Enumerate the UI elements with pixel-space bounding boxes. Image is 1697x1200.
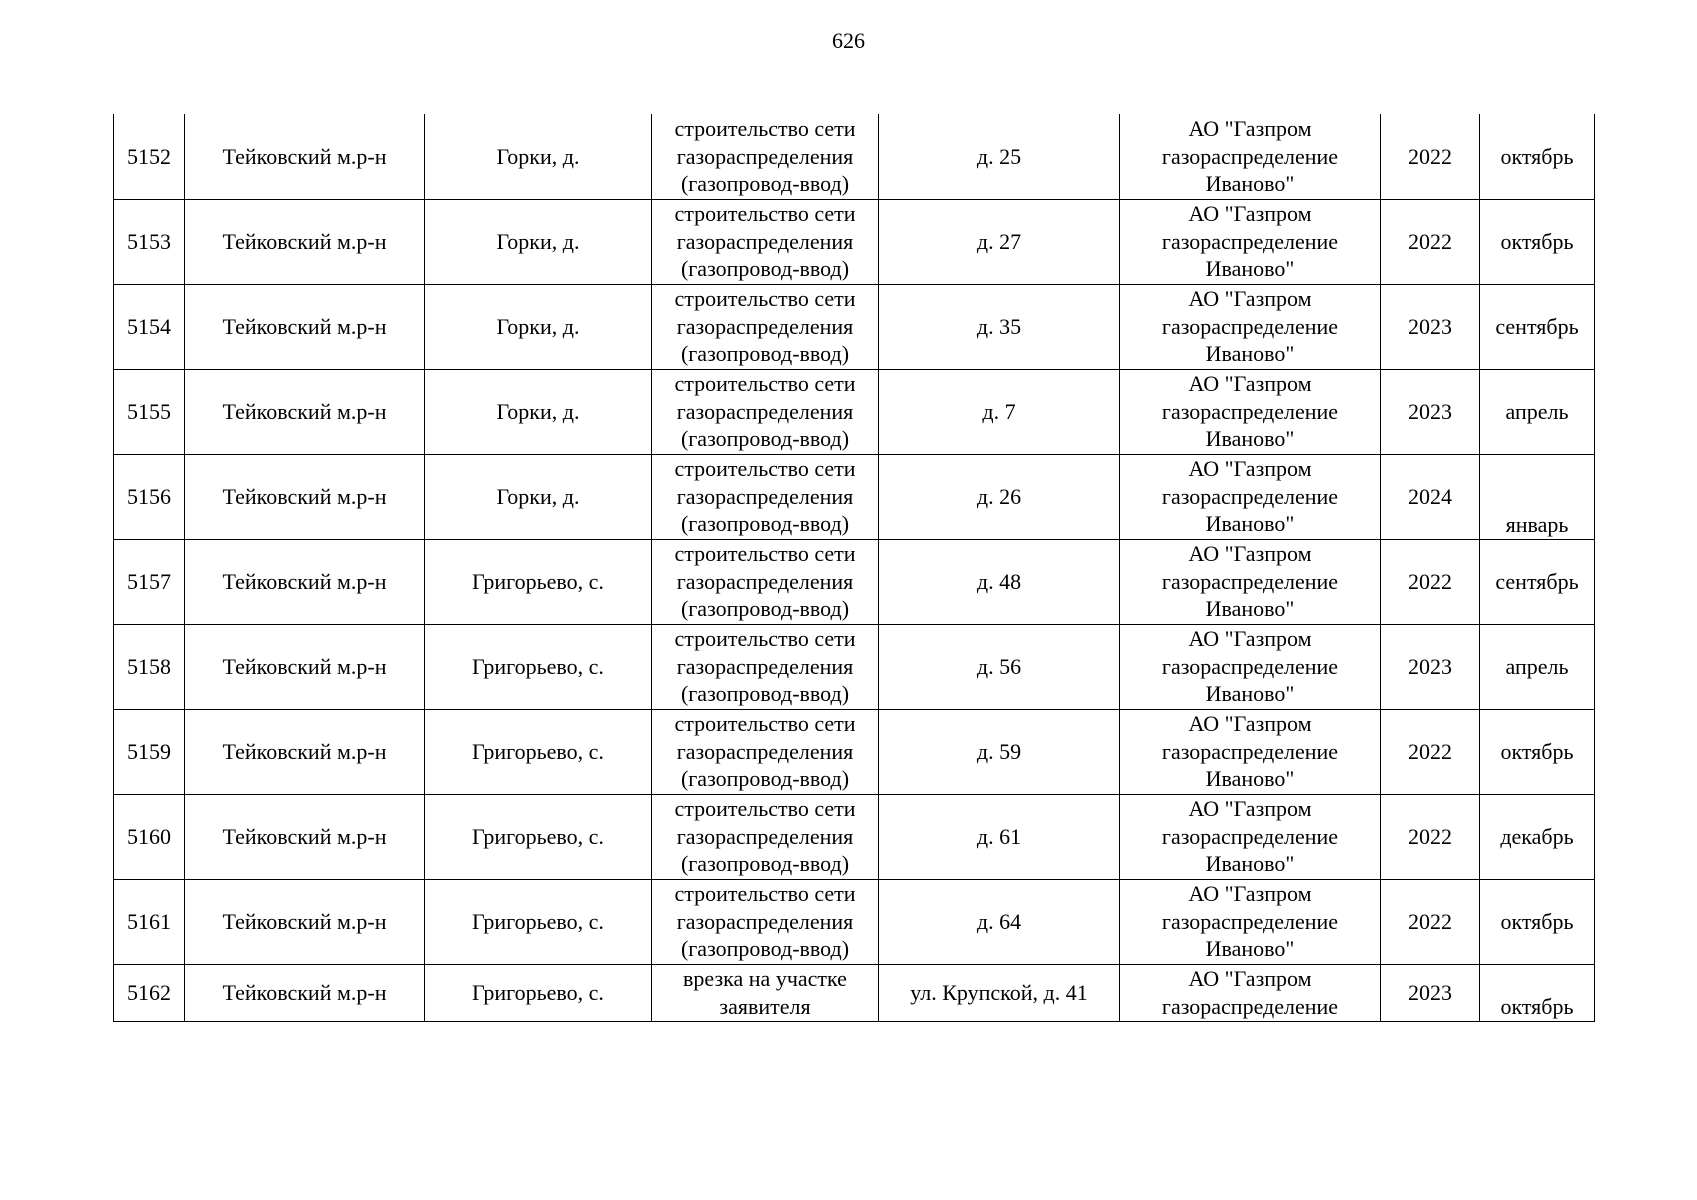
organization-cell-line: Иваново" [1205, 851, 1295, 877]
address-cell: д. 25 [879, 114, 1120, 199]
row-number: 5152 [114, 114, 185, 199]
work-type-cell-line: (газопровод-ввод) [680, 851, 850, 877]
work-type-cell-line: заявителя [719, 993, 811, 1019]
organization-cell [1120, 369, 1381, 454]
row-number: 5162 [114, 964, 185, 1021]
organization-cell-line: АО "Газпром [1188, 286, 1312, 312]
work-type-cell-line: строительство сети [674, 541, 856, 567]
organization-cell-line: газораспределение [1161, 143, 1339, 169]
work-type-cell [652, 879, 879, 964]
locality-cell: Горки, д. [425, 284, 652, 369]
row-number: 5156 [114, 454, 185, 539]
work-type-cell [652, 964, 879, 1021]
address-cell: д. 26 [879, 454, 1120, 539]
district-cell: Тейковский м.р-н [185, 114, 425, 199]
address-cell: д. 61 [879, 794, 1120, 879]
address-cell: д. 59 [879, 709, 1120, 794]
table-row [114, 114, 1595, 199]
organization-cell-line: АО "Газпром [1188, 456, 1312, 482]
work-type-cell-line: строительство сети [674, 881, 856, 907]
work-type-cell-line: газораспределения [676, 228, 854, 254]
row-number: 5160 [114, 794, 185, 879]
work-type-cell-line: строительство сети [674, 371, 856, 397]
organization-cell-line: газораспределение [1161, 823, 1339, 849]
table-row [114, 539, 1595, 624]
district-cell: Тейковский м.р-н [185, 369, 425, 454]
organization-cell-line: газораспределение [1161, 908, 1339, 934]
address-cell: д. 64 [879, 879, 1120, 964]
organization-cell-line: газораспределение [1161, 653, 1339, 679]
organization-cell-line: Иваново" [1205, 511, 1295, 537]
work-type-cell-line: газораспределения [676, 653, 854, 679]
work-type-cell [652, 624, 879, 709]
month-cell: апрель [1480, 369, 1595, 454]
organization-cell [1120, 284, 1381, 369]
year-cell: 2022 [1381, 879, 1480, 964]
organization-cell-line: газораспределение [1161, 228, 1339, 254]
organization-cell-line: Иваново" [1205, 341, 1295, 367]
work-type-cell [652, 709, 879, 794]
address-cell: д. 27 [879, 199, 1120, 284]
organization-cell [1120, 454, 1381, 539]
year-cell: 2023 [1381, 284, 1480, 369]
organization-cell-line: АО "Газпром [1188, 371, 1312, 397]
work-type-cell-line: строительство сети [674, 201, 856, 227]
district-cell: Тейковский м.р-н [185, 879, 425, 964]
organization-cell [1120, 709, 1381, 794]
district-cell: Тейковский м.р-н [185, 539, 425, 624]
organization-cell-line: газораспределение [1161, 993, 1339, 1019]
work-type-cell-line: газораспределения [676, 738, 854, 764]
address-cell: д. 35 [879, 284, 1120, 369]
work-type-cell-line: газораспределения [676, 568, 854, 594]
page-number: 626 [832, 28, 865, 53]
table-row [114, 284, 1595, 369]
work-type-cell-line: (газопровод-ввод) [680, 256, 850, 282]
month-cell: октябрь [1480, 114, 1595, 199]
work-type-cell-line: (газопровод-ввод) [680, 681, 850, 707]
work-type-cell-line: (газопровод-ввод) [680, 171, 850, 196]
work-type-cell-line: строительство сети [674, 711, 856, 737]
work-type-cell [652, 114, 879, 199]
organization-cell-line: газораспределение [1161, 568, 1339, 594]
work-type-cell-line: строительство сети [674, 626, 856, 652]
work-type-cell-line: строительство сети [674, 116, 856, 141]
month-cell: январь [1480, 454, 1595, 539]
address-cell: д. 7 [879, 369, 1120, 454]
year-cell: 2023 [1381, 964, 1480, 1021]
locality-cell: Григорьево, с. [425, 964, 652, 1021]
work-type-cell [652, 539, 879, 624]
organization-cell-line: газораспределение [1161, 483, 1339, 509]
work-type-cell [652, 369, 879, 454]
organization-cell-line: АО "Газпром [1188, 201, 1312, 227]
address-cell: ул. Крупской, д. 41 [879, 964, 1120, 1021]
month-cell: октябрь [1480, 199, 1595, 284]
table-row [114, 709, 1595, 794]
work-type-cell-line: строительство сети [674, 286, 856, 312]
work-type-cell-line: газораспределения [676, 313, 854, 339]
row-number: 5161 [114, 879, 185, 964]
work-type-cell-line: газораспределения [676, 908, 854, 934]
month-cell: октябрь [1480, 879, 1595, 964]
organization-cell [1120, 624, 1381, 709]
organization-cell-line: Иваново" [1205, 171, 1295, 196]
work-type-cell [652, 284, 879, 369]
organization-cell-line: газораспределение [1161, 398, 1339, 424]
work-type-cell-line: (газопровод-ввод) [680, 596, 850, 622]
work-type-cell-line: газораспределения [676, 483, 854, 509]
table-row [114, 454, 1595, 539]
month-cell: сентябрь [1480, 539, 1595, 624]
organization-cell-line: АО "Газпром [1188, 541, 1312, 567]
year-cell: 2022 [1381, 199, 1480, 284]
district-cell: Тейковский м.р-н [185, 624, 425, 709]
work-type-cell-line: строительство сети [674, 456, 856, 482]
table-row [114, 199, 1595, 284]
locality-cell: Григорьево, с. [425, 539, 652, 624]
work-type-cell-line: газораспределения [676, 398, 854, 424]
year-cell: 2023 [1381, 369, 1480, 454]
locality-cell: Горки, д. [425, 114, 652, 199]
locality-cell: Горки, д. [425, 369, 652, 454]
organization-cell [1120, 879, 1381, 964]
table-row [114, 369, 1595, 454]
organization-cell-line: Иваново" [1205, 936, 1295, 962]
district-cell: Тейковский м.р-н [185, 284, 425, 369]
organization-cell [1120, 114, 1381, 199]
year-cell: 2023 [1381, 624, 1480, 709]
work-type-cell-line: (газопровод-ввод) [680, 936, 850, 962]
organization-cell-line: АО "Газпром [1188, 881, 1312, 907]
month-cell: октябрь [1480, 709, 1595, 794]
year-cell: 2022 [1381, 539, 1480, 624]
organization-cell-line: АО "Газпром [1188, 711, 1312, 737]
organization-cell-line: АО "Газпром [1188, 796, 1312, 822]
year-cell: 2022 [1381, 709, 1480, 794]
year-cell: 2022 [1381, 794, 1480, 879]
work-type-cell-line: врезка на участке [683, 966, 847, 991]
table-row [114, 964, 1595, 1021]
organization-cell-line: Иваново" [1205, 766, 1295, 792]
month-cell: октябрь [1480, 964, 1595, 1021]
month-cell: апрель [1480, 624, 1595, 709]
organization-cell-line: Иваново" [1205, 596, 1295, 622]
row-number: 5157 [114, 539, 185, 624]
work-type-cell-line: (газопровод-ввод) [680, 766, 850, 792]
table-row [114, 794, 1595, 879]
locality-cell: Григорьево, с. [425, 794, 652, 879]
organization-cell-line: Иваново" [1205, 256, 1295, 282]
organization-cell [1120, 199, 1381, 284]
month-cell: сентябрь [1480, 284, 1595, 369]
work-type-cell-line: (газопровод-ввод) [680, 511, 850, 537]
organization-cell [1120, 964, 1381, 1021]
organization-cell-line: АО "Газпром [1188, 966, 1312, 991]
organization-cell-line: АО "Газпром [1188, 116, 1312, 141]
row-number: 5154 [114, 284, 185, 369]
work-type-cell-line: (газопровод-ввод) [680, 426, 850, 452]
organization-cell-line: Иваново" [1205, 681, 1295, 707]
locality-cell: Григорьево, с. [425, 879, 652, 964]
organization-cell-line: газораспределение [1161, 738, 1339, 764]
work-type-cell-line: газораспределения [676, 143, 854, 169]
year-cell: 2024 [1381, 454, 1480, 539]
address-cell: д. 48 [879, 539, 1120, 624]
row-number: 5155 [114, 369, 185, 454]
district-cell: Тейковский м.р-н [185, 199, 425, 284]
row-number: 5153 [114, 199, 185, 284]
organization-cell-line: Иваново" [1205, 426, 1295, 452]
work-type-cell-line: строительство сети [674, 796, 856, 822]
row-number: 5159 [114, 709, 185, 794]
locality-cell: Григорьево, с. [425, 624, 652, 709]
year-cell: 2022 [1381, 114, 1480, 199]
table-body [114, 114, 1595, 1021]
table-row [114, 624, 1595, 709]
district-cell: Тейковский м.р-н [185, 709, 425, 794]
gas-connection-table [113, 114, 1595, 1022]
work-type-cell-line: (газопровод-ввод) [680, 341, 850, 367]
month-cell: декабрь [1480, 794, 1595, 879]
locality-cell: Горки, д. [425, 199, 652, 284]
district-cell: Тейковский м.р-н [185, 964, 425, 1021]
table-row [114, 879, 1595, 964]
work-type-cell [652, 794, 879, 879]
district-cell: Тейковский м.р-н [185, 794, 425, 879]
work-type-cell-line: газораспределения [676, 823, 854, 849]
locality-cell: Григорьево, с. [425, 709, 652, 794]
locality-cell: Горки, д. [425, 454, 652, 539]
organization-cell-line: газораспределение [1161, 313, 1339, 339]
organization-cell [1120, 539, 1381, 624]
address-cell: д. 56 [879, 624, 1120, 709]
organization-cell [1120, 794, 1381, 879]
work-type-cell [652, 199, 879, 284]
row-number: 5158 [114, 624, 185, 709]
work-type-cell [652, 454, 879, 539]
organization-cell-line: АО "Газпром [1188, 626, 1312, 652]
district-cell: Тейковский м.р-н [185, 454, 425, 539]
